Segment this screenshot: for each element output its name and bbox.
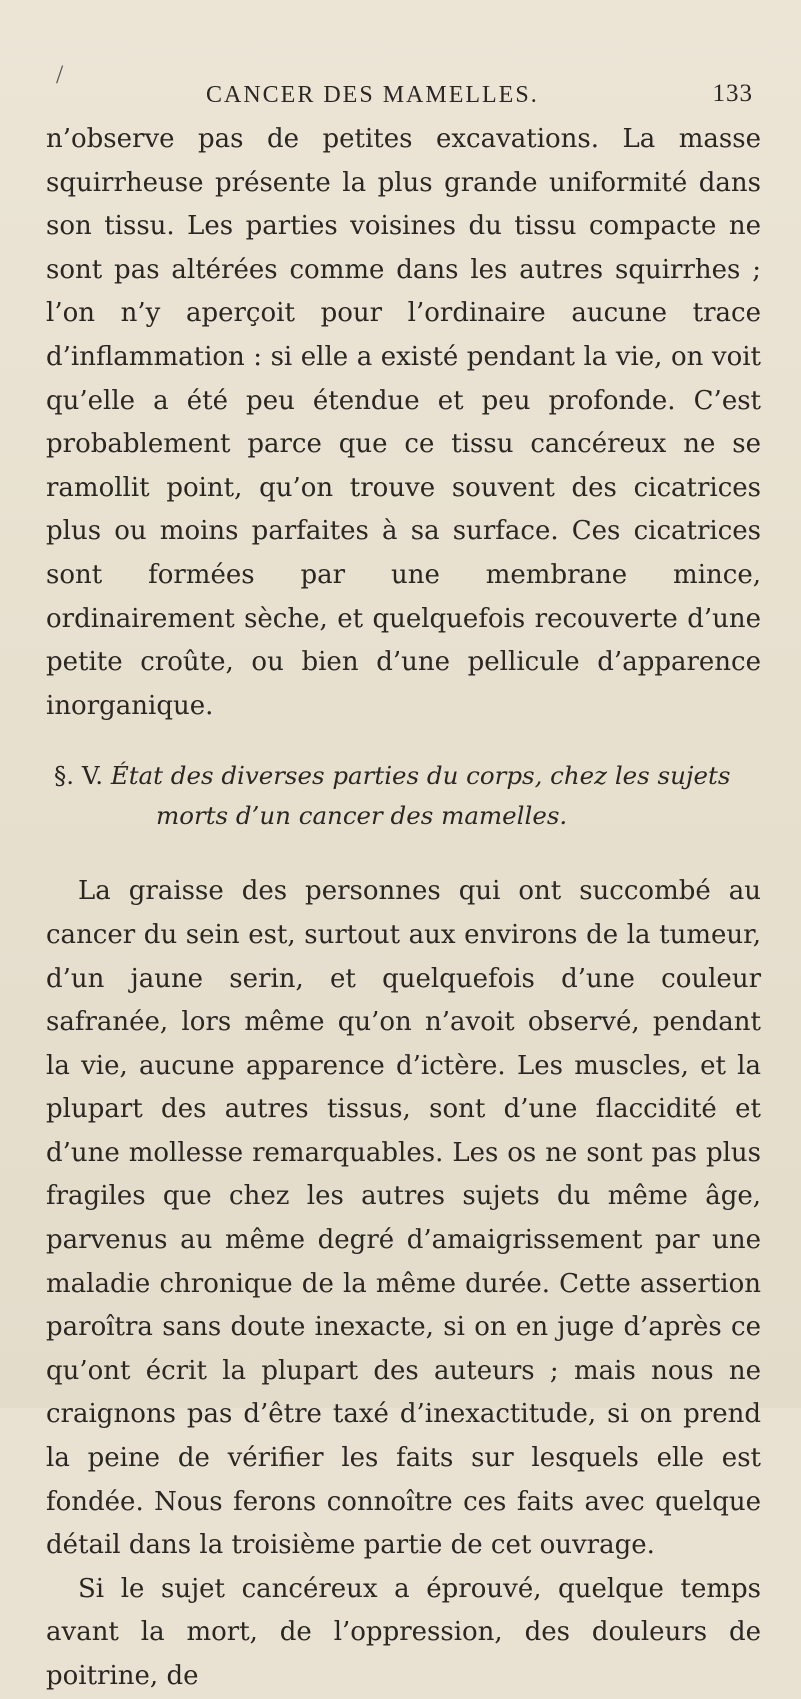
paragraph-body: La graisse des personnes qui ont succombé au cancer du sein est, surtout aux environs de la tumeur, d’un jaune serin, et quelquefois d’une couleur safranée, lors même qu’on n’avoit observé, pendant la vie, aucune apparence d’ictère. Les muscles, et la plupart des autres tissus, sont d’une flaccidité et d’une mollesse remarquables. Les os ne sont pas plus fragiles que chez les autres sujets du même âge, parvenus au même degré d’amaigrissement par une maladie chronique de la même durée. Cette assertion paroîtra sans doute inexacte, si on en juge d’après ce qu’ont écrit la plupart des auteurs ; mais nous ne craignons pas d’être taxé d’inexactitude, si on prend la peine de vérifier les faits sur lesquels elle est fondée. Nous ferons connoître ces faits avec quelque détail dans la troisième partie de cet ouvrage. — [46, 876, 761, 1561]
corner-mark: / — [56, 60, 66, 89]
section-number: §. V. — [54, 761, 104, 791]
section-title-line-1: État des diverses parties du corps, chez les sujets — [110, 761, 731, 791]
paragraph-continued: n’observe pas de petites excavations. La masse squirrheuse présente la plus grande uniformité dans son tissu. Les parties voisines du tissu compacte ne sont pas altérées comme dans les autres squirrhes ; l’on n’y aperçoit pour l’ordinaire aucune trace d’inflammation : si elle a existé pendant la vie, on voit qu’elle a été peu étendue et peu profonde. C’est probablement parce que ce tissu cancéreux ne se ramollit point, qu’on trouve souvent des cicatrices plus ou moins parfaites à sa surface. Ces cicatrices sont formées par une membrane mince, ordinairement sèche, et quelquefois recouverte d’une petite croûte, ou bien d’une pellicule d’apparence inorganique. — [46, 124, 761, 721]
running-head — [46, 60, 761, 116]
section-heading — [46, 756, 761, 836]
paragraph-final: Si le sujet cancéreux a éprouvé, quelque temps avant la mort, de l’oppression, des douleurs de poitrine, de — [46, 1573, 761, 1691]
section-title-line-2: morts d’un cancer des mamelles. — [156, 801, 568, 831]
section-spacer — [46, 836, 761, 870]
page-number: 133 — [712, 80, 753, 107]
running-title: CANCER DES MAMELLES. — [206, 82, 539, 108]
